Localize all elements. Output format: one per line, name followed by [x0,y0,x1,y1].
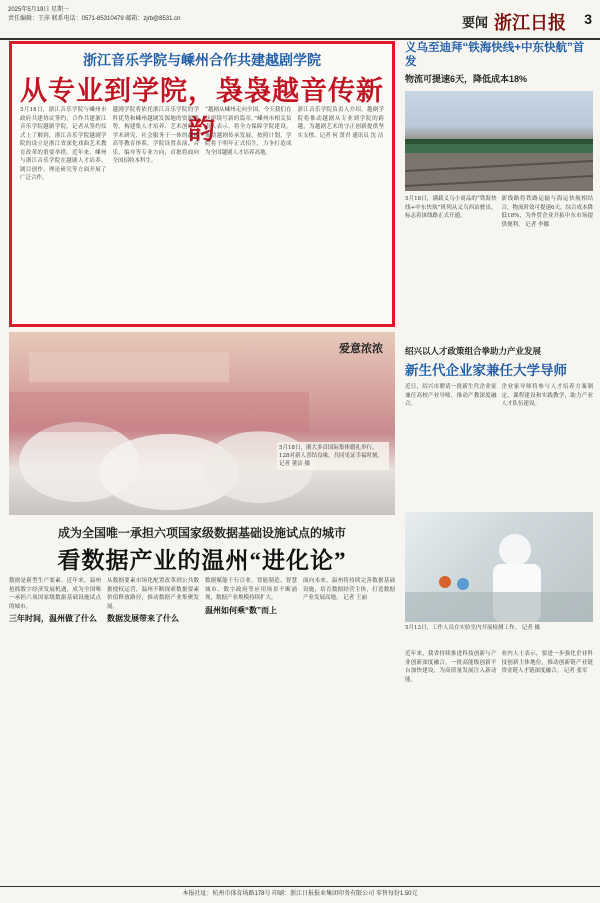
wedding-photo-image [9,332,395,515]
lead-body [20,106,384,318]
bigdata-subhead-3: 温州如何乘“数”而上 [205,605,277,615]
lead-headline[interactable]: 从专业到学院，袅袅越音传新韵 [20,76,384,145]
bigdata-subhead-2: 数据发展带来了什么 [107,614,179,623]
masthead-meta [8,6,181,24]
mentor-headline[interactable]: 新生代企业家兼任大学导师 [405,363,567,378]
train-photo-image [405,91,593,191]
lead-kicker: 浙江音乐学院与嵊州合作共建越剧学院 [83,52,321,68]
bigdata-col-4: 面向未来，温州将持续完善数据基础设施，培育数据经营主体，打造数据产业发展高地。 记者 王丽 [303,578,395,601]
bigdata-col-1: 数据是新型生产要素。近年来，温州抢抓数字经济发展机遇，成为全国唯一承担六项国家级数据基础设施试点的城市。 三年时间，温州做了什么 [9,578,101,623]
freight-deck: 物流可提速6天，降低成本18% [405,74,528,84]
freight-body [405,195,593,345]
lab-caption: 5月13日，工作人员在实验室内开展检测工作。 记者 摄 [405,625,540,631]
lead-col-2: 越剧学院将依托浙江音乐学院的学科优势和嵊州越剧发源地的资源优势，构建集人才培养、艺术创作、学术研究、社会服务于一体的越剧高等教育体系。学院设置表演、音乐、编导等专业方向，首批将面向全国招收本科生。 [112,107,199,164]
mentor-article[interactable] [405,345,593,505]
freight-col-1: 5月18日，满载义乌小商品的“铁海快线+中东快航”班列从义乌西站驶出，标志着该线路正式开通。 [405,196,497,219]
bigdata-article[interactable] [9,522,395,882]
editor-line: 责任编辑：王萍 联系电话：0571-85310479 邮箱：zjrb@8531.cn [8,16,181,22]
issue-date: 2025年5月19日 星期一 [8,7,70,13]
innovation-col-2: 业内人士表示，要进一步强化企业科技创新主体地位，推动创新链产业链资金链人才链深度融合。 记者 张军 [501,651,593,674]
freight-headline[interactable]: 义乌至迪拜“铁海快线+中东快航”首发 [405,42,585,68]
mentor-kicker: 绍兴以人才政策组合拳助力产业发展 [405,346,542,356]
photo-title: 爱意浓浓 [339,343,383,355]
masthead [0,0,600,40]
bigdata-col-3: 数据赋能千行百业，智能制造、智慧城市、数字政府等应用场景不断涌现，数据产业规模持续扩大。 温州如何乘“数”而上 [205,578,297,615]
lab-photo-image [405,512,593,622]
bigdata-kicker: 成为全国唯一承担六项国家级数据基础设施试点的城市 [57,526,346,540]
lead-col-3: “越剧从嵊州走向全国，今天我们在这里续写新的篇章。”嵊州市相关负责人表示，将全力保障学院建设，推动越剧传承发展。按照计划，学院将于明年正式招生，力争打造成为全国越剧人才培养高地。 [205,107,292,156]
photo-caption: 5月18日，浙大多首国际集体婚礼举行。128对新人喜结良缘，共同见证幸福时刻。 记者 董洁 摄 [277,442,389,470]
mentor-col-1: 近日，绍兴市聘请一批新生代企业家兼任高校产业导师，推动产教深度融合。 [405,384,497,407]
bigdata-subhead-1: 三年时间，温州做了什么 [9,614,97,623]
lab-photo[interactable] [405,512,593,622]
section-label: 要闻 [461,15,488,30]
bigdata-col-2: 从数据要素市场化配置改革到公共数据授权运营，温州不断探索数据要素价值释放路径，推动数据产业集聚发展。 数据发展带来了什么 [107,578,199,623]
footer: 本报社址：杭州市体育场路178号 印刷：浙江日报报业集团印务有限公司 零售每份1.50元 [0,886,600,903]
lead-col-1: 5月18日，浙江音乐学院与嵊州市政府共建协议签约，合作共建浙江音乐学院越剧学院。记者从签约仪式上了解到，浙江音乐学院越剧学院的设立是浙江省深化戏曲艺术教育改革的重要举措。近年来，嵊州与浙江音乐学院在越剧人才培养、剧目创作、理论研究等方面开展了广泛合作。 [20,107,107,181]
lead-article[interactable] [9,41,395,327]
innovation-col-1: 近年来，我省持续推进科技创新与产业创新深度融合，一批高能级创新平台加快建设，为高质量发展注入新动能。 [405,651,497,683]
wedding-photo[interactable] [9,332,395,515]
freight-col-2: 新线路将铁路运输与海运快航相结合，物流时效可提速6天，综合成本降低18%，为外贸企业开拓中东市场提供便利。 记者 李娜 [501,196,593,228]
freight-article[interactable] [405,41,593,341]
train-photo[interactable] [405,91,593,191]
paper-name: 浙江日报 [494,13,566,33]
lead-col-4: 浙江音乐学院负责人介绍，越剧学院将推动越剧从专业到学院的跨越，为越剧艺术的守正创新提供坚实支撑。记者 何 贤君 通讯员 沈 洁 [297,107,384,139]
mentor-col-2: 企业家导师将参与人才培养方案制定、课程建设和实践教学，助力产业人才队伍建设。 [501,384,593,407]
innovation-article[interactable] [405,650,593,882]
mentor-body [405,383,593,511]
bigdata-body [9,577,395,882]
page-number: 3 [584,11,592,27]
bigdata-headline[interactable]: 看数据产业的温州“进化论” [57,548,347,573]
